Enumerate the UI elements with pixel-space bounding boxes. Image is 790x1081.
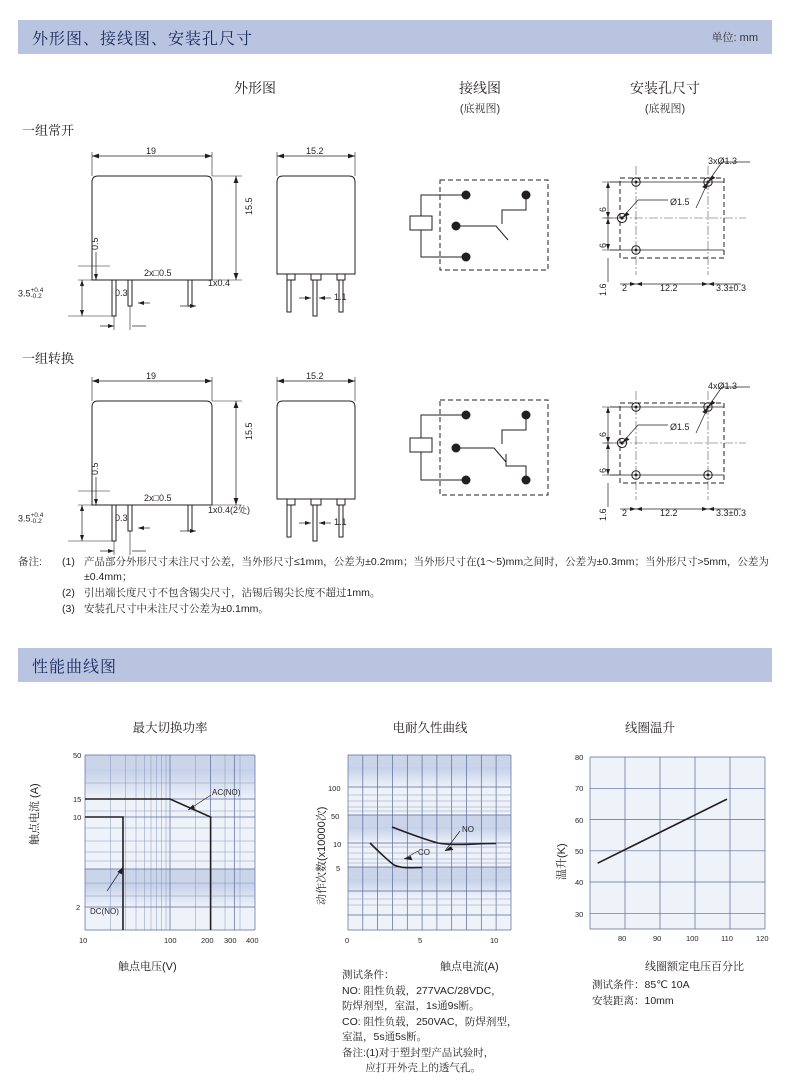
hole-edge-r2: 3.3±0.3 <box>716 508 746 518</box>
chart-endurance-plot <box>348 755 513 935</box>
note-num-2: (2) <box>62 587 75 599</box>
hole-edge-b1: 1.6 <box>598 283 608 296</box>
note-text-1: 产品部分外形尺寸未注尺寸公差，当外形尺寸≤1mm，公差为±0.2mm；当外形尺寸在(1～5)mm之间时，公差为±0.3mm；当外形尺寸>5mm，公差为±0.4mm； <box>84 556 769 583</box>
chart3-ytick-60: 60 <box>575 816 584 825</box>
section-title-outline: 外形图、接线图、安装孔尺寸 <box>32 30 254 48</box>
wiring-diagram-1 <box>408 172 568 292</box>
chart1-ytick-2: 2 <box>76 903 81 912</box>
chart1-xtick-400: 400 <box>246 936 259 945</box>
cond2-line-2: 防焊剂型，室温，1s通9s断。 <box>342 1000 480 1012</box>
section-header-curves <box>18 648 772 682</box>
dim-pinsq-2: 2x□0.5 <box>144 493 172 503</box>
dim-pinsq-1: 2x□0.5 <box>144 268 172 278</box>
hole-pitch-a1: 6 <box>598 206 608 212</box>
chart1-ylabel: 触点电流 (A) <box>29 783 41 845</box>
chart2-xtick-10: 10 <box>490 936 499 945</box>
dim-height-2: 15.5 <box>244 422 254 440</box>
chart2-xtick-5: 5 <box>418 936 423 945</box>
chart2-ytick-10: 10 <box>333 840 342 849</box>
chart1-xtick-300: 300 <box>224 936 237 945</box>
chart3-conditions <box>592 978 772 1009</box>
chart2-ytick-50: 50 <box>331 812 340 821</box>
section-title-curves: 性能曲线图 <box>32 658 118 676</box>
hole-edge-b2: 1.6 <box>598 508 608 521</box>
chart1-xtick-100: 100 <box>164 936 177 945</box>
chart1-ytick-10: 10 <box>73 813 82 822</box>
hole-count-2: 4xØ1.3 <box>708 381 738 391</box>
hole-dia-1: Ø1.5 <box>670 197 690 207</box>
hole-span-2: 12.2 <box>660 508 678 518</box>
outline-side-view-1 <box>265 140 405 310</box>
chart3-ytick-30: 30 <box>575 910 584 919</box>
chart2-ylabel: 动作次数(x10000次) <box>316 806 328 905</box>
cond2-line-3: CO: 阻性负载，250VAC，防焊剂型， <box>342 1015 518 1028</box>
chart3-ytick-50: 50 <box>575 847 584 856</box>
column-header-wiring: 接线图 (底视图) <box>459 80 501 115</box>
cond2-line-0: 测试条件： <box>342 969 395 981</box>
chart3-xtick-120: 120 <box>756 934 769 943</box>
unit-label: 单位: mm <box>711 32 758 44</box>
row-label-form-a: 一组常开 <box>22 123 75 138</box>
cond2-line-6: 应打开外壳上的透气孔。 <box>342 1062 481 1074</box>
cond2-line-4: 室温，5s通5s断。 <box>342 1031 428 1043</box>
chart2-xtick-0: 0 <box>345 936 350 945</box>
chart3-ylabel: 温升(K) <box>556 843 568 880</box>
cond2-line-1: NO: 阻性负载，277VAC/28VDC， <box>342 984 502 997</box>
chart1-xtick-10: 10 <box>79 936 88 945</box>
chart-title-switching-power: 最大切换功率 <box>132 721 208 735</box>
column-header-holes: 安装孔尺寸 (底视图) <box>630 80 700 115</box>
hole-span-1: 12.2 <box>660 283 678 293</box>
hole-edge-r1: 3.3±0.3 <box>716 283 746 293</box>
wiring-diagram-2 <box>408 392 568 517</box>
dim-width-2: 19 <box>146 371 157 381</box>
note-num-3: (3) <box>62 603 75 615</box>
cond3-line-1: 安装距离：10mm <box>592 994 674 1007</box>
chart3-xtick-90: 90 <box>653 934 662 943</box>
hole-edge-l1: 2 <box>622 283 628 293</box>
chart1-ytick-50: 50 <box>73 751 82 760</box>
chart2-ytick-5: 5 <box>336 864 341 873</box>
dim-sidewidth-1: 15.2 <box>306 146 324 156</box>
cond2-line-5: 备注:(1)对于塑封型产品试验时， <box>342 1046 495 1059</box>
dim-sidepin-2: 1.1 <box>334 517 347 527</box>
dim-pinw-2: 1x0.4(2处) <box>208 505 251 515</box>
chart1-ytick-15: 15 <box>73 795 82 804</box>
hole-pitch-b1: 6 <box>598 242 608 248</box>
outline-side-view-2 <box>265 365 405 540</box>
row-label-form-c: 一组转换 <box>22 351 75 366</box>
note-num-1: (1) <box>62 556 75 568</box>
chart3-xtick-110: 110 <box>721 934 733 943</box>
chart1-xtick-200: 200 <box>201 936 214 945</box>
chart2-xlabel: 触点电流(A) <box>440 961 499 973</box>
chart3-xlabel: 线圈额定电压百分比 <box>645 961 744 973</box>
dim-pinlen-1: 3.5 +0.4 -0.2 <box>18 287 44 300</box>
cond3-line-0: 测试条件：85℃ 10A <box>592 979 690 991</box>
chart2-conditions <box>342 968 552 1077</box>
chart1-series-label-dc: DC(NO) <box>90 907 119 916</box>
dim-pinw-1: 1x0.4 <box>208 278 231 288</box>
chart3-ytick-40: 40 <box>575 878 584 887</box>
column-header-outline: 外形图 <box>234 80 276 96</box>
chart1-series-label-ac: AC(NO) <box>212 788 241 797</box>
dim-pinh-1: 0.5 <box>90 237 100 250</box>
chart3-xtick-100: 100 <box>686 934 699 943</box>
chart2-ytick-100: 100 <box>328 784 341 793</box>
notes-label: 备注: <box>18 556 42 568</box>
chart3-xtick-80: 80 <box>618 934 627 943</box>
dim-pingap-1: 0.3 <box>115 288 128 298</box>
chart1-xlabel: 触点电压(V) <box>118 961 177 973</box>
chart3-ytick-80: 80 <box>575 753 584 762</box>
dim-pinlen-2: 3.5 +0.4 -0.2 <box>18 512 44 525</box>
hole-pitch-a2: 6 <box>598 431 608 437</box>
chart2-series-label-co: CO <box>418 848 430 857</box>
dim-pingap-2: 0.3 <box>115 513 128 523</box>
dim-pinh-2: 0.5 <box>90 462 100 475</box>
section-header-outline <box>18 20 772 54</box>
hole-dia-2: Ø1.5 <box>670 422 690 432</box>
hole-pitch-b2: 6 <box>598 467 608 473</box>
note-text-3: 安装孔尺寸中未注尺寸公差为±0.1mm。 <box>84 603 269 615</box>
note-text-2: 引出端长度尺寸不包含锡尖尺寸，沾锡后锡尖长度不超过1mm。 <box>84 587 381 599</box>
chart-temp-rise-plot <box>590 757 770 935</box>
chart-title-endurance: 电耐久性曲线 <box>392 721 468 735</box>
chart-title-temp-rise: 线圈温升 <box>624 721 675 735</box>
notes-block <box>18 555 774 617</box>
dim-height-1: 15.5 <box>244 197 254 215</box>
dim-sidewidth-2: 15.2 <box>306 371 324 381</box>
hole-edge-l2: 2 <box>622 508 628 518</box>
chart2-series-label-no: NO <box>462 825 474 834</box>
dim-sidepin-1: 1.1 <box>334 292 347 302</box>
chart3-ytick-70: 70 <box>575 784 584 793</box>
hole-count-1: 3xØ1.3 <box>708 156 738 166</box>
dim-width-1: 19 <box>146 146 157 156</box>
